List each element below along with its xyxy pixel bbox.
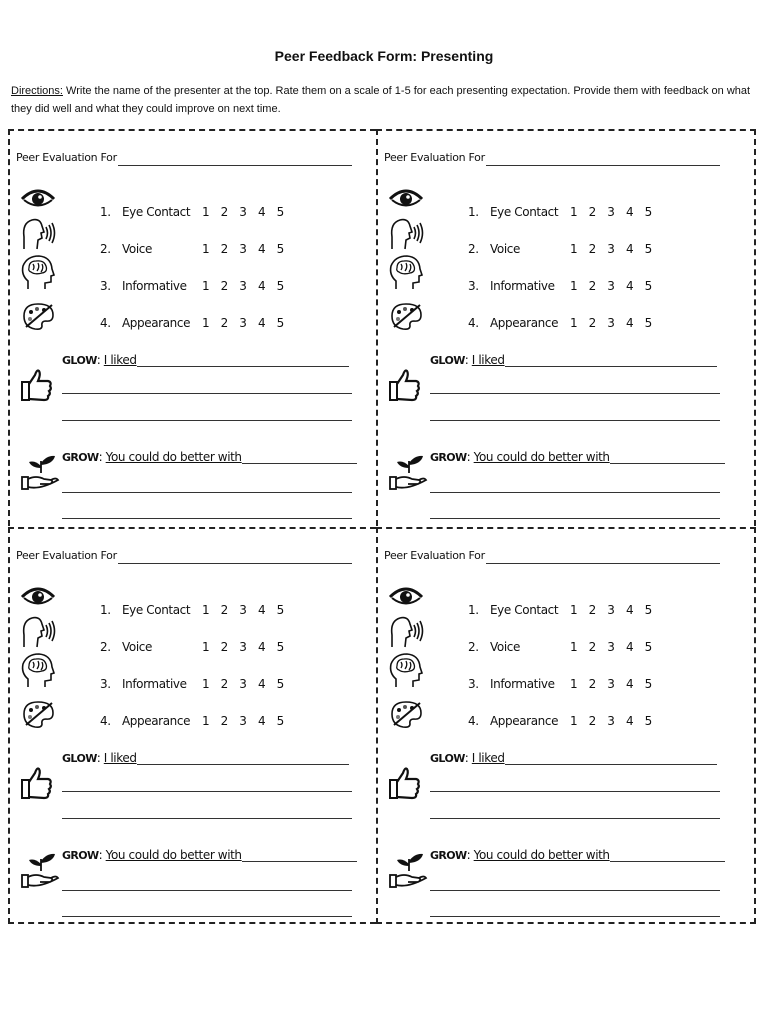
presenter-name-line[interactable] <box>486 165 720 166</box>
criterion-voice: 2. Voice 1 2 3 4 5 <box>100 640 284 654</box>
glow-line[interactable] <box>430 393 720 394</box>
grow-line[interactable] <box>62 890 352 891</box>
eye-icon <box>388 185 424 211</box>
directions-text: Write the name of the presenter at the top. Rate them on a scale of 1-5 for each presenting expectation. Provide them with feedback on what they did well and what they could improve on next time. <box>11 85 751 115</box>
plant-hand-icon <box>20 851 60 891</box>
grow-prompt: GROW: You could do better with <box>62 848 357 862</box>
glow-prompt: GLOW: I liked <box>62 353 349 367</box>
feedback-card <box>376 527 756 924</box>
glow-line[interactable] <box>430 791 720 792</box>
peer-evaluation-label: Peer Evaluation For <box>16 549 117 562</box>
glow-prompt: GLOW: I liked <box>62 751 349 765</box>
grow-line[interactable] <box>430 916 720 917</box>
directions-label: Directions: <box>11 85 63 97</box>
peer-evaluation-label: Peer Evaluation For <box>384 151 485 164</box>
rating-scale[interactable]: 1 2 3 4 5 <box>202 205 284 219</box>
rating-scale[interactable]: 1 2 3 4 5 <box>570 205 652 219</box>
criterion-appearance: 4. Appearance 1 2 3 4 5 <box>468 316 652 330</box>
rating-scale[interactable]: 1 2 3 4 5 <box>202 242 284 256</box>
thumbs-up-icon <box>20 367 54 403</box>
peer-evaluation-label: Peer Evaluation For <box>384 549 485 562</box>
presenter-name-line[interactable] <box>486 563 720 564</box>
grow-line[interactable] <box>430 492 720 493</box>
speaking-head-icon <box>20 217 56 251</box>
criterion-voice: 2. Voice 1 2 3 4 5 <box>468 640 652 654</box>
criterion-voice: 2. Voice 1 2 3 4 5 <box>468 242 652 256</box>
rating-scale[interactable]: 1 2 3 4 5 <box>570 677 652 691</box>
feedback-card <box>8 527 376 924</box>
grow-prompt: GROW: You could do better with <box>62 450 357 464</box>
rating-scale[interactable]: 1 2 3 4 5 <box>570 714 652 728</box>
brain-head-icon <box>20 255 56 291</box>
glow-line[interactable] <box>62 420 352 421</box>
criterion-appearance: 4. Appearance 1 2 3 4 5 <box>100 316 284 330</box>
thumbs-up-icon <box>20 765 54 801</box>
glow-prompt: GLOW: I liked <box>430 751 717 765</box>
grow-line[interactable] <box>430 518 720 519</box>
feedback-card-grid <box>8 129 756 925</box>
criterion-informative: 3. Informative 1 2 3 4 5 <box>468 279 652 293</box>
eye-icon <box>388 583 424 609</box>
rating-scale[interactable]: 1 2 3 4 5 <box>570 603 652 617</box>
plant-hand-icon <box>20 453 60 493</box>
feedback-card <box>376 129 756 526</box>
glow-line[interactable] <box>430 420 720 421</box>
presenter-name-line[interactable] <box>118 563 352 564</box>
brain-head-icon <box>388 653 424 689</box>
speaking-head-icon <box>388 217 424 251</box>
peer-evaluation-label: Peer Evaluation For <box>16 151 117 164</box>
glow-line[interactable] <box>62 791 352 792</box>
criterion-eye-contact: 1. Eye Contact 1 2 3 4 5 <box>100 205 284 219</box>
rating-scale[interactable]: 1 2 3 4 5 <box>202 603 284 617</box>
glow-prompt: GLOW: I liked <box>430 353 717 367</box>
presenter-name-line[interactable] <box>118 165 352 166</box>
page-title: Peer Feedback Form: Presenting <box>274 48 494 64</box>
grow-prompt: GROW: You could do better with <box>430 450 725 464</box>
criterion-informative: 3. Informative 1 2 3 4 5 <box>468 677 652 691</box>
palette-icon <box>20 699 56 729</box>
glow-line[interactable] <box>62 393 352 394</box>
criterion-eye-contact: 1. Eye Contact 1 2 3 4 5 <box>100 603 284 617</box>
criterion-informative: 3. Informative 1 2 3 4 5 <box>100 677 284 691</box>
rating-scale[interactable]: 1 2 3 4 5 <box>570 279 652 293</box>
feedback-card <box>8 129 376 526</box>
criterion-appearance: 4. Appearance 1 2 3 4 5 <box>100 714 284 728</box>
rating-scale[interactable]: 1 2 3 4 5 <box>202 714 284 728</box>
grow-line[interactable] <box>430 890 720 891</box>
plant-hand-icon <box>388 453 428 493</box>
eye-icon <box>20 583 56 609</box>
criterion-informative: 3. Informative 1 2 3 4 5 <box>100 279 284 293</box>
thumbs-up-icon <box>388 765 422 801</box>
palette-icon <box>388 301 424 331</box>
plant-hand-icon <box>388 851 428 891</box>
eye-icon <box>20 185 56 211</box>
speaking-head-icon <box>388 615 424 649</box>
thumbs-up-icon <box>388 367 422 403</box>
rating-scale[interactable]: 1 2 3 4 5 <box>570 242 652 256</box>
brain-head-icon <box>388 255 424 291</box>
criterion-eye-contact: 1. Eye Contact 1 2 3 4 5 <box>468 603 652 617</box>
rating-scale[interactable]: 1 2 3 4 5 <box>202 316 284 330</box>
rating-scale[interactable]: 1 2 3 4 5 <box>202 677 284 691</box>
palette-icon <box>20 301 56 331</box>
speaking-head-icon <box>20 615 56 649</box>
glow-line[interactable] <box>430 818 720 819</box>
rating-scale[interactable]: 1 2 3 4 5 <box>570 640 652 654</box>
grow-line[interactable] <box>62 492 352 493</box>
grow-line[interactable] <box>62 518 352 519</box>
directions <box>11 82 756 118</box>
rating-scale[interactable]: 1 2 3 4 5 <box>570 316 652 330</box>
criterion-eye-contact: 1. Eye Contact 1 2 3 4 5 <box>468 205 652 219</box>
glow-line[interactable] <box>62 818 352 819</box>
grow-line[interactable] <box>62 916 352 917</box>
rating-scale[interactable]: 1 2 3 4 5 <box>202 279 284 293</box>
brain-head-icon <box>20 653 56 689</box>
rating-scale[interactable]: 1 2 3 4 5 <box>202 640 284 654</box>
criterion-appearance: 4. Appearance 1 2 3 4 5 <box>468 714 652 728</box>
palette-icon <box>388 699 424 729</box>
grow-prompt: GROW: You could do better with <box>430 848 725 862</box>
criterion-voice: 2. Voice 1 2 3 4 5 <box>100 242 284 256</box>
